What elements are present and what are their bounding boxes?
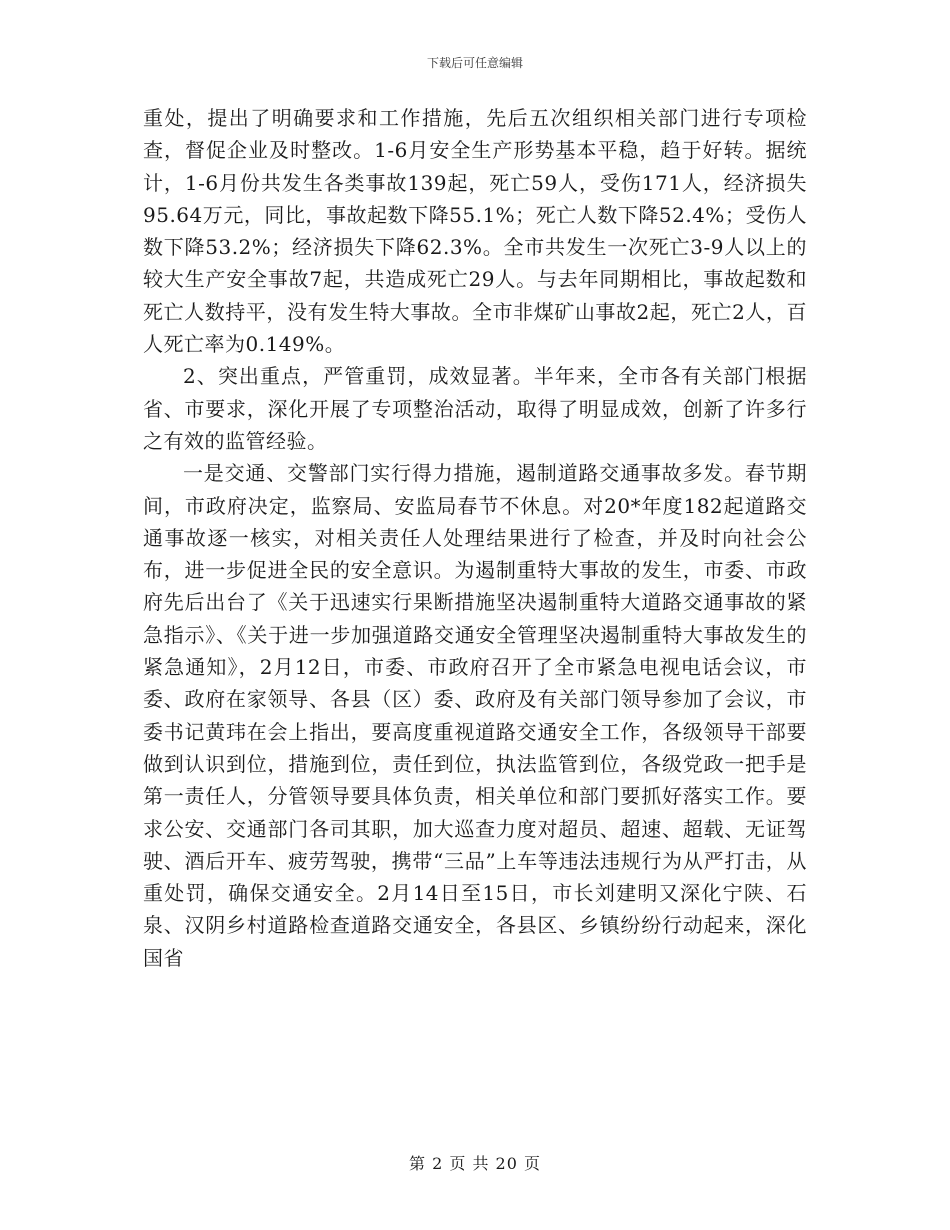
paragraph-traffic-measures: 一是交通、交警部门实行得力措施，遏制道路交通事故多发。春节期间，市政府决定，监察局、安监局春节不休息。对20*年度182起道路交通事故逐一核实，对相关责任人处理结果进行了检查，并及时向社会公布，进一步促进全民的安全意识。为遏制重特大事故的发生，市委、市政府先后出台了《关于迅速实行果断措施坚决遏制重特大道路交通事故的紧急指示》、《关于进一步加强道路交通安全管理坚决遏制重特大事故发生的紧急通知》，2月12日，市委、市政府召开了全市紧急电视电话会议，市委、政府在家领导、各县（区）委、政府及有关部门领导参加了会议，市委书记黄玮在会上指出，要高度重视道路交通安全工作，各级领导干部要做到认识到位，措施到位，责任到位，执法监管到位，各级党政一把手是第一责任人，分管领导要具体负责，相关单位和部门要抓好落实工作。要求公安、交通部门各司其职，加大巡查力度对超员、超速、超载、无证驾驶、酒后开车、疲劳驾驶，携带“三品”上车等违法违规行为从严打击，从重处罚，确保交通安全。2月14日至15日，市长刘建明又深化宁陕、石泉、汉阴乡村道路检查道路交通安全，各县区、乡镇纷纷行动起来，深化国省 [143, 461, 807, 970]
page-number: 第 2 页 共 20 页 [409, 1154, 541, 1173]
paragraph-continuation: 重处，提出了明确要求和工作措施，先后五次组织相关部门进行专项检查，督促企业及时整改。1-6月安全生产形势基本平稳，趋于好转。据统计，1-6月份共发生各类事故139起，死亡59人，受伤171人，经济损失95.64万元，同比，事故起数下降55.1%；死亡人数下降52.4%；受伤人数下降53.2%；经济损失下降62.3%。全市共发生一次死亡3-9人以上的较大生产安全事故7起，共造成死亡29人。与去年同期相比，事故起数和死亡人数持平，没有发生特大事故。全市非煤矿山事故2起，死亡2人，百人死亡率为0.149%。 [143, 106, 807, 357]
page-header: 下载后可任意编辑 [426, 56, 523, 70]
document-body [143, 102, 807, 974]
paragraph-key-points: 2、突出重点，严管重罚，成效显著。半年来，全市各有关部门根据省、市要求，深化开展了专项整治活动，取得了明显成效，创新了许多行之有效的监管经验。 [143, 364, 807, 453]
